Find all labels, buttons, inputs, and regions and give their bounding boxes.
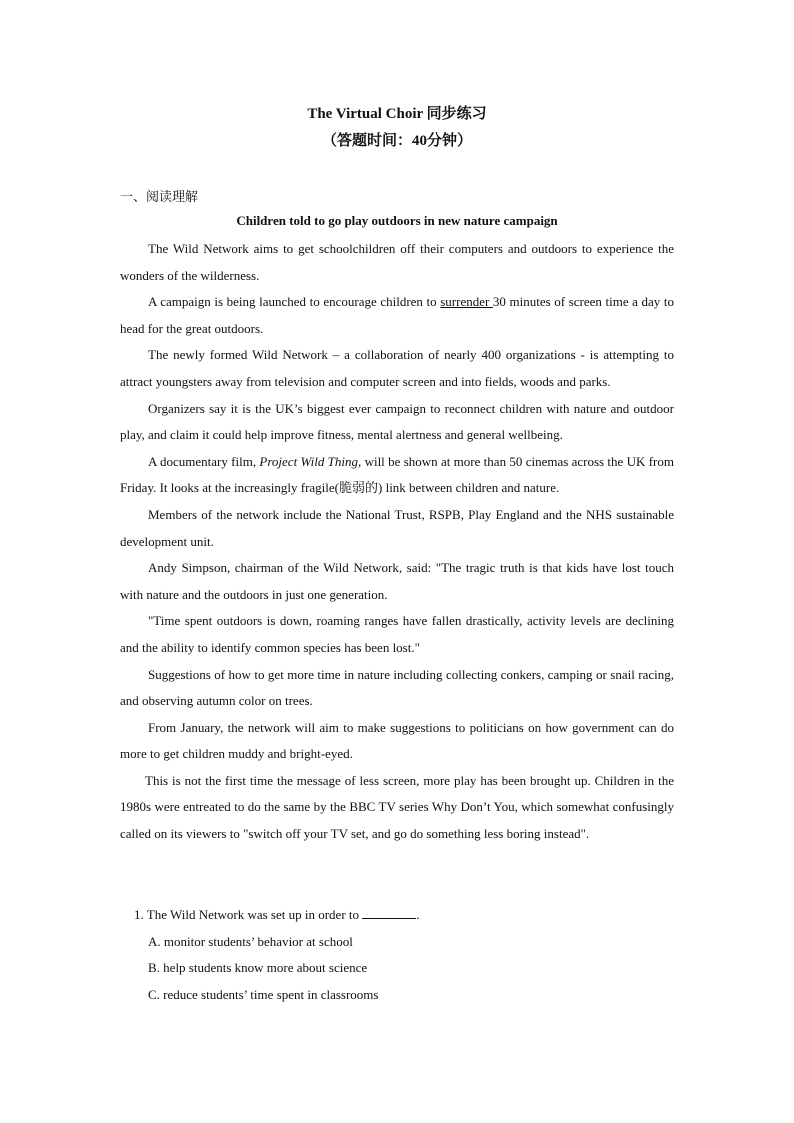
paragraph: Members of the network include the National Trust, RSPB, Play England and the NHS sustainable development unit. (120, 506, 674, 549)
section-label: 一、阅读理解 (120, 189, 199, 204)
underlined-word: surrender (440, 294, 493, 310)
text: 1. The Wild Network was set up in order to (134, 907, 363, 922)
paragraph: Andy Simpson, chairman of the Wild Network, said: "The tragic truth is that kids have lost touch with nature and the outdoors in just one generation. (120, 560, 674, 602)
paragraph (120, 289, 674, 342)
option-b: B. help students know more about science (148, 960, 368, 976)
paragraph: Suggestions of how to get more time in nature including collecting conkers, camping or snail racing, and observing autumn color on trees. (120, 666, 674, 709)
time-limit: （答题时间：40分钟） (321, 133, 472, 149)
option-a: A. monitor students’ behavior at school (148, 933, 353, 949)
paragraph: Organizers say it is the UK’s biggest ever campaign to reconnect children with nature and outdoor play, and claim it could help improve fitness, mental alertness and general wellbeing. (120, 400, 674, 443)
question-1 (120, 902, 674, 1008)
paragraph: "Time spent outdoors is down, roaming ranges have fallen drastically, activity levels are declining and the ability to identify common species has been lost." (120, 613, 674, 655)
article-heading: Children told to go play outdoors in new nature campaign (236, 213, 558, 228)
paragraph: From January, the network will aim to make suggestions to politicians on how government can do more to get children muddy and bright-eyed. (120, 719, 674, 762)
paragraph (120, 449, 674, 502)
option-c: C. reduce students’ time spent in classrooms (148, 986, 379, 1002)
text: 30 minutes of screen time a day to head for the great outdoors. (120, 294, 675, 336)
text: A documentary film, (148, 453, 260, 469)
text: . (416, 907, 420, 922)
text: , will be shown at more than 50 cinemas across the UK from Friday. It looks at the increasingly fragile(脆弱的) link between children and nature. (120, 453, 674, 496)
paragraph: The Wild Network aims to get schoolchildren off their computers and outdoors to experience the wonders of the wilderness. (120, 241, 674, 283)
question-stem (120, 902, 674, 929)
article-body (120, 236, 674, 848)
answer-blank[interactable] (362, 906, 416, 919)
paragraph: This is not the first time the message of less screen, more play has been brought up. Children in the 1980s were entreated to do the same by the BBC TV series Why Don’t You, which somewhat confusingly called on its viewers to "switch off your TV set, and go do something less boring instead". (120, 772, 674, 842)
paragraph: The newly formed Wild Network – a collaboration of nearly 400 organizations - is attempting to attract youngsters away from television and computer screen and into fields, woods and parks. (120, 347, 674, 389)
text: A campaign is being launched to encourage children to (148, 294, 441, 310)
film-title: Project Wild Thing (259, 453, 358, 469)
page-title: The Virtual Choir 同步练习 (307, 106, 487, 122)
